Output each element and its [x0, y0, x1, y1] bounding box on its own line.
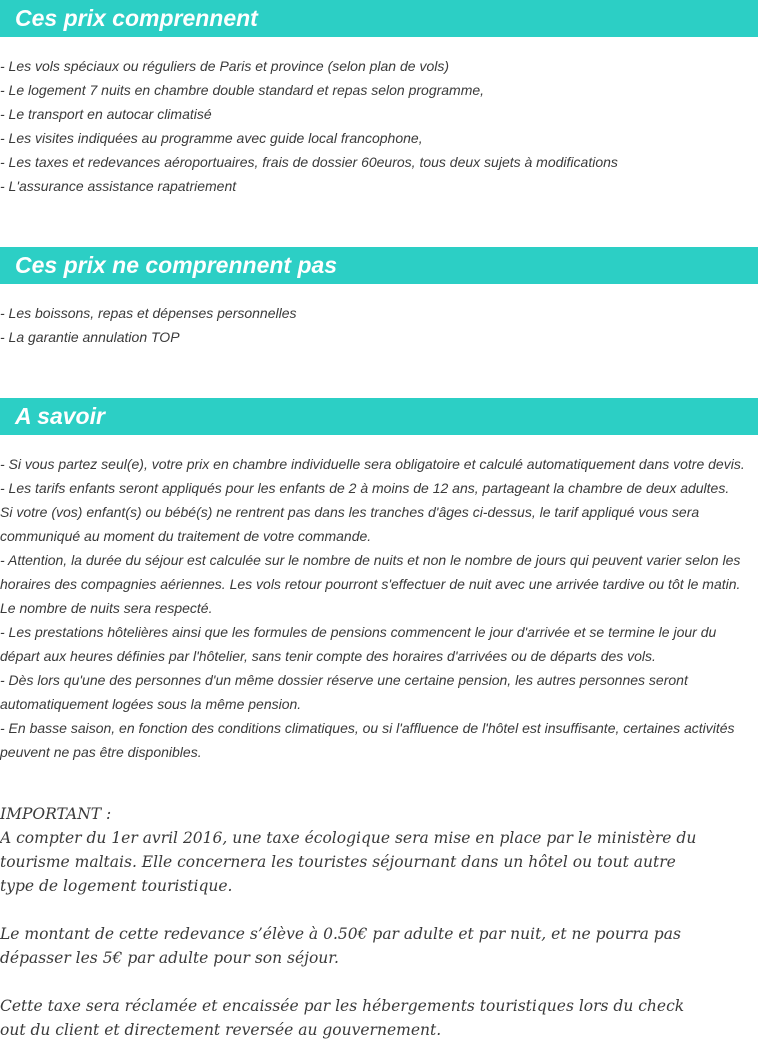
- text-line: A compter du 1er avril 2016, une taxe écologique sera mise en place par le ministère du: [0, 829, 697, 847]
- text-line: horaires des compagnies aériennes. Les vols retour pourront s'effectuer de nuit avec une arrivée tardive ou tôt le matin.: [0, 576, 741, 592]
- asavoir-text: [0, 452, 758, 764]
- text-line: Cette taxe sera réclamée et encaissée par les hébergements touristiques lors du check: [0, 997, 685, 1015]
- text-line: - Dès lors qu'une des personnes d'un même dossier réserve une certaine pension, les autres personnes seront: [0, 672, 688, 688]
- text-line: Si votre (vos) enfant(s) ou bébé(s) ne rentrent pas dans les tranches d'âges ci-dessus, le tarif appliqué vous sera: [0, 504, 700, 520]
- text-line: - Les prestations hôtelières ainsi que les formules de pensions commencent le jour d'arrivée et se termine le jour du: [0, 624, 717, 640]
- text-line: Le nombre de nuits sera respecté.: [0, 600, 213, 616]
- includes-list: [0, 54, 758, 198]
- text-line: - En basse saison, en fonction des conditions climatiques, ou si l'affluence de l'hôtel est insuffisante, certaines activités: [0, 720, 735, 736]
- important-heading: IMPORTANT :: [0, 805, 112, 823]
- text-line: - Si vous partez seul(e), votre prix en chambre individuelle sera obligatoire et calculé automatiquement dans votre devis.: [0, 456, 745, 472]
- section-header-asavoir: A savoir: [0, 398, 758, 435]
- excludes-list: [0, 301, 758, 349]
- text-line: départ aux heures définies par l'hôtelier, sans tenir compte des horaires d'arrivées ou de départs des vols.: [0, 648, 656, 664]
- text-line: automatiquement logées sous la même pension.: [0, 696, 302, 712]
- list-item: - Le transport en autocar climatisé: [0, 106, 212, 122]
- text-line: out du client et directement reversée au gouvernement.: [0, 1021, 442, 1039]
- text-line: - Les tarifs enfants seront appliqués pour les enfants de 2 à moins de 12 ans, partageant la chambre de deux adultes.: [0, 480, 730, 496]
- list-item: - Les boissons, repas et dépenses personnelles: [0, 305, 297, 321]
- list-item: - Les visites indiquées au programme avec guide local francophone,: [0, 130, 423, 146]
- list-item: - Le logement 7 nuits en chambre double standard et repas selon programme,: [0, 82, 485, 98]
- list-item: - Les taxes et redevances aéroportuaires, frais de dossier 60euros, tous deux sujets à modifications: [0, 154, 618, 170]
- text-line: tourisme maltais. Elle concernera les touristes séjournant dans un hôtel ou tout autre: [0, 853, 676, 871]
- section-header-includes: Ces prix comprennent: [0, 0, 758, 37]
- text-line: dépasser les 5€ par adulte pour son séjour.: [0, 949, 339, 967]
- text-line: Le montant de cette redevance s’élève à 0.50€ par adulte et par nuit, et ne pourra pas: [0, 925, 681, 943]
- important-notice: [0, 802, 758, 1042]
- list-item: - Les vols spéciaux ou réguliers de Paris et province (selon plan de vols): [0, 58, 450, 74]
- text-line: communiqué au moment du traitement de votre commande.: [0, 528, 372, 544]
- list-item: - L'assurance assistance rapatriement: [0, 178, 237, 194]
- list-item: - La garantie annulation TOP: [0, 329, 180, 345]
- text-line: peuvent ne pas être disponibles.: [0, 744, 202, 760]
- section-header-excludes: Ces prix ne comprennent pas: [0, 247, 758, 284]
- text-line: - Attention, la durée du séjour est calculée sur le nombre de nuits et non le nombre de jours qui peuvent varier selon les: [0, 552, 741, 568]
- text-line: type de logement touristique.: [0, 877, 233, 895]
